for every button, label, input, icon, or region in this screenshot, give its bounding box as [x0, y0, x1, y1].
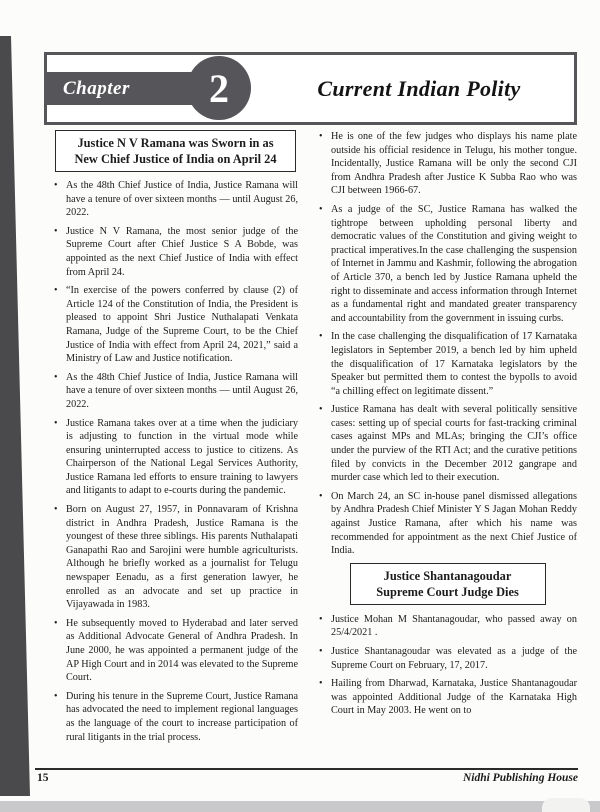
bullet-item: • He is one of the few judges who displays his name plate outside his official residence in Telugu, his mother tongue. Incidentally, Justice Ramana will be only the second CJI from Andhra Pradesh after Justice K Subba Rao who was CJI between 1966-67.	[318, 130, 577, 198]
bullet-item: • Justice Shantanagoudar was elevated as a judge of the Supreme Court on February, 17, 2017.	[318, 645, 577, 672]
page-number: 15	[37, 772, 49, 784]
bullet-item: • Justice Mohan M Shantanagoudar, who passed away on 25/4/2021 .	[318, 613, 577, 640]
chapter-number-badge	[187, 56, 251, 120]
section-heading-ramana-sworn-in	[55, 130, 296, 172]
footer-rule	[35, 768, 578, 770]
section-heading-shantanagoudar-dies	[350, 563, 546, 605]
chapter-number: 2	[209, 65, 229, 111]
section-heading-line2: New Chief Justice of India on April 24	[74, 152, 277, 166]
page-corner-curl	[542, 798, 590, 812]
right-column	[318, 130, 577, 723]
bullet-item: • Hailing from Dharwad, Karnataka, Justice Shantanagoudar was appointed Additional Judge of the Karnataka High Court in May 2003. He went on to	[318, 677, 577, 718]
section-heading-line1: Justice N V Ramana was Sworn in as	[77, 136, 274, 150]
bullet-item: • “In exercise of the powers conferred by clause (2) of Article 124 of the Constitution of India, the President is pleased to appoint Shri Justice Nuthalapati Venkata Ramana, Judge of the Supreme Court, to be the Chief Justice of India with effect from April 24, 2021,” said a Ministry of Law and Justice notification.	[53, 284, 298, 366]
section-heading-line1: Justice Shantanagoudar	[383, 568, 512, 583]
bullet-item: • As the 48th Chief Justice of India, Justice Ramana will have a tenure of over sixteen months — until August 26, 2022.	[53, 371, 298, 412]
bullet-item: • In the case challenging the disqualification of 17 Karnataka legislators in September 2019, a bench led by him upheld the disqualification of 17 Karnataka legislators by the Speaker but permitted them to contest the bypolls to avoid “a chilling effect on legitimate dissent.”	[318, 330, 577, 398]
bullet-item: • Justice Ramana has dealt with several politically sensitive cases: setting up of special courts for fast-tracking criminal cases against MPs and MLAs; bringing the CJI’s office under the purview of the RTI Act; and the curative petitions filed by convicts in the December 2012 gangrape and murder case which led to their execution.	[318, 403, 577, 485]
right-bullet-list-top	[318, 130, 577, 558]
chapter-banner	[44, 52, 577, 125]
bullet-item: • As a judge of the SC, Justice Ramana has walked the tightrope between upholding personal liberty and democratic values of the Constitution and giving weight to practical imperatives.In the case challenging the suspension of Internet in Jammu and Kashmir, following the abrogation of Article 370, a bench led by Justice Ramana upheld the right to disseminate and access information through Internet as a fundamental right and mandated greater transparency and accountability from the government in issuing curbs.	[318, 203, 577, 325]
publisher-name: Nidhi Publishing House	[462, 772, 578, 784]
bullet-item: • Born on August 27, 1957, in Ponnavaram of Krishna district in Andhra Pradesh, Justice Ramana is the youngest of these three siblings. His parents Nuthalapati Ganapathi Rao and Sarojini were humble agriculturists. Although he briefly worked as a journalist for Telugu newspaper Eenadu, as a first generation lawyer, he enrolled as an advocate and set up practice in Vijayawada in 1983.	[53, 503, 298, 612]
bullet-item: • During his tenure in the Supreme Court, Justice Ramana has advocated the need to implement regional languages as the language of the court to increase participation of rural litigants in the trial process.	[53, 690, 298, 744]
right-bullet-list-bottom	[318, 613, 577, 718]
chapter-label: Chapter	[63, 77, 130, 99]
page-title: Current Indian Polity	[317, 75, 521, 101]
photo-background-strip	[0, 801, 600, 812]
bullet-item: • On March 24, an SC in-house panel dismissed allegations by Andhra Pradesh Chief Minister Y S Jagan Mohan Reddy against Justice Ramana, after which his name was recommended for appointment as the next Chief Justice of India.	[318, 490, 577, 558]
bullet-item: • He subsequently moved to Hyderabad and later served as Additional Advocate General of Andhra Pradesh. In June 2000, he was appointed a permanent judge of the AP High Court and in 2014 was elevated to the Supreme Court.	[53, 617, 298, 685]
left-bullet-list	[53, 179, 298, 744]
bullet-item: • Justice N V Ramana, the most senior judge of the Supreme Court after Chief Justice S A Bobde, was appointed as the next Chief Justice of India with effect from April 24.	[53, 225, 298, 279]
left-column	[53, 130, 298, 749]
bullet-item: • As the 48th Chief Justice of India, Justice Ramana will have a tenure of over sixteen months — until August 26, 2022.	[53, 179, 298, 220]
section-heading-line2: Supreme Court Judge Dies	[376, 584, 519, 599]
scan-shadow-left	[0, 36, 32, 796]
bullet-item: • Justice Ramana takes over at a time when the judiciary is adjusting to function in the virtual mode while ensuring uninterrupted access to justice to citizens. As Chairperson of the National Legal Services Authority, Justice Ramana led efforts to ensure training to lawyers and litigants to adapt to e-courts during the pandemic.	[53, 417, 298, 499]
